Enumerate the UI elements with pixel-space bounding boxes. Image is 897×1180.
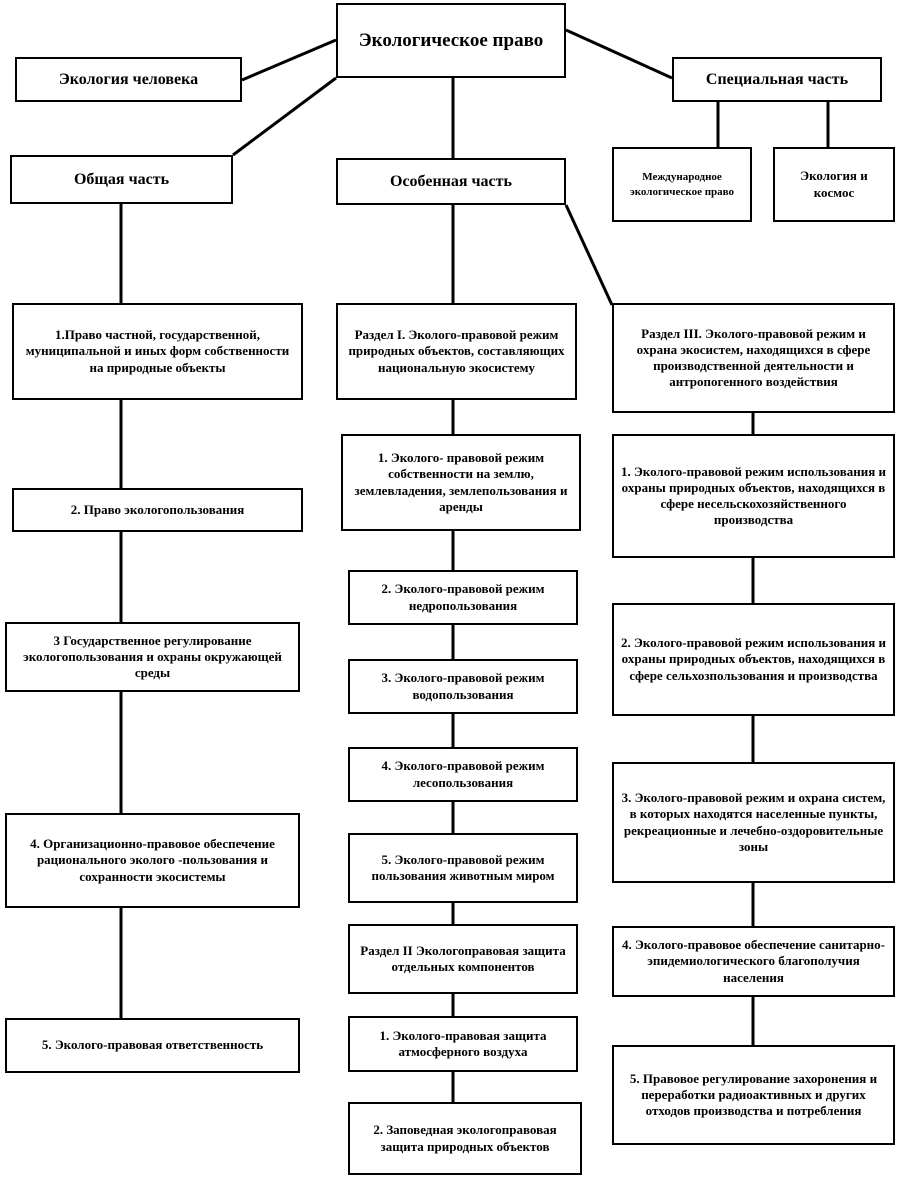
section1-item-5: [348, 833, 578, 903]
general-part-box: [10, 155, 233, 204]
international-label: Международное экологическое право: [629, 170, 735, 198]
section3-item-5-label: 5. Правовое регулирование захоронения и переработки радиоактивных и других отходов производства и потребления: [629, 1070, 878, 1119]
root-title: Экологическое право: [358, 29, 544, 51]
general-item-2-label: 2. Право экологопользования: [70, 501, 245, 517]
human-ecology-box: [15, 57, 242, 102]
general-item-5-label: 5. Эколого-правовая ответственность: [41, 1037, 264, 1053]
general-item-1: [12, 303, 303, 400]
section3-item-3-label: 3. Эколого-правовой режим и охрана систем, в которых находятся населенные пункты, рекреационные и лечебно-оздоровительные зоны: [621, 790, 886, 854]
section1-box: [336, 303, 577, 400]
section3-box: [612, 303, 895, 413]
section2-box: [348, 924, 578, 994]
general-item-2: [12, 488, 303, 532]
section1-item-4: [348, 747, 578, 802]
osob-part-box: [336, 158, 566, 205]
general-item-4: [5, 813, 300, 908]
connector-root-special: [566, 30, 672, 78]
section3-item-5: [612, 1045, 895, 1145]
general-item-4-label: 4. Организационно-правовое обеспечение рационального эколого -пользования и сохранности экосистемы: [30, 836, 275, 884]
section1-item-1-label: 1. Эколого- правовой режим собственности на землю, землевладения, землепользования и аренды: [354, 450, 568, 514]
special-part-box: [672, 57, 882, 102]
section3-item-4: [612, 926, 895, 997]
section1-item-3: [348, 659, 578, 714]
international-box: [612, 147, 752, 222]
section3-item-1: [612, 434, 895, 558]
general-item-3-label: 3 Государственное регулирование экологопользования и охраны окружающей среды: [23, 632, 282, 681]
connector-root-general: [233, 78, 336, 155]
general-item-3: [5, 622, 300, 692]
section1-item-4-label: 4. Эколого-правовой режим лесопользования: [381, 758, 545, 790]
section3-item-1-label: 1. Эколого-правовой режим использования и охраны природных объектов, находящихся в сфере несельскохозяйственного производства: [620, 463, 887, 528]
special-part-label: Специальная часть: [705, 70, 849, 88]
section2-item-1: [348, 1016, 578, 1072]
section1-item-2-label: 2. Эколого-правовой режим недропользования: [381, 581, 545, 613]
space-box: [773, 147, 895, 222]
section3-item-4-label: 4. Эколого-правовое обеспечение санитарно-эпидемиологического благополучия населения: [621, 937, 885, 985]
section1-title: Раздел I. Эколого-правовой режим природных объектов, составляющих национальную экосистему: [348, 327, 565, 375]
section3-item-3: [612, 762, 895, 883]
section1-item-2: [348, 570, 578, 625]
section3-title: Раздел III. Эколого-правовой режим и охрана экосистем, находящихся в сфере производственной деятельности и антропогенного воздействия: [636, 325, 871, 390]
section1-item-3-label: 3. Эколого-правовой режим водопользования: [381, 670, 545, 702]
section3-item-2-label: 2. Эколого-правовой режим использования и охраны природных объектов, находящихся в сфере сельхозпользования и производства: [620, 635, 887, 683]
connector-root-human: [242, 40, 336, 80]
general-item-5: [5, 1018, 300, 1073]
root-box: [336, 3, 566, 78]
section2-item-2: [348, 1102, 582, 1175]
section3-item-2: [612, 603, 895, 716]
section2-item-2-label: 2. Заповедная экологоправовая защита природных объектов: [373, 1122, 557, 1154]
section2-title: Раздел II Экологоправовая защита отдельных компонентов: [360, 942, 566, 974]
human-ecology-label: Экология человека: [58, 70, 199, 88]
section2-item-1-label: 1. Эколого-правовая защита атмосферного воздуха: [379, 1027, 547, 1059]
osob-part-title: Особенная часть: [390, 172, 512, 190]
section1-item-1: [341, 434, 581, 531]
general-part-title: Общая часть: [73, 170, 170, 188]
section1-item-5-label: 5. Эколого-правовой режим пользования животным миром: [371, 851, 555, 883]
space-label: Экология и космос: [800, 168, 868, 200]
connector-osob-section3: [566, 205, 612, 305]
general-item-1-label: 1.Право частной, государственной, муниципальной и иных форм собственности на природные объекты: [25, 327, 290, 375]
